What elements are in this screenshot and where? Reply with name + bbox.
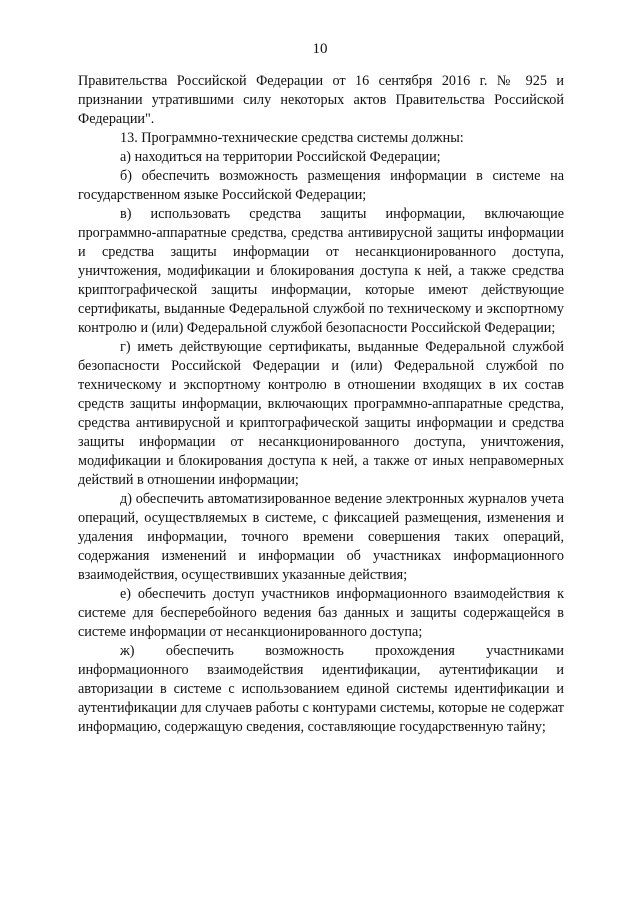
- document-body: [78, 72, 564, 737]
- paragraph-item-g: г) иметь действующие сертификаты, выданные Федеральной службой безопасности Российской Федерации и (или) Федеральной службой по техническому и экспортному контролю в отношении входящих в их состав средств защиты информации, включающих программно-аппаратные средства, средства антивирусной и криптографической защиты информации и средства защиты информации от несанкционированного доступа, уничтожения, модификации и блокирования доступа к ней, а также от иных неправомерных действий в отношении информации;: [78, 339, 564, 488]
- paragraph-item-v: в) использовать средства защиты информации, включающие программно-аппаратные средства, средства антивирусной защиты информации и средства защиты информации от несанкционированного доступа, уничтожения, модификации и блокирования доступа к ней, а также средства криптографической защиты информации, которые имеют действующие сертификаты, выданные Федеральной службой по техническому и экспортному контролю и (или) Федеральной службой безопасности Российской Федерации;: [78, 206, 564, 336]
- paragraph-item-a: а) находиться на территории Российской Федерации;: [120, 149, 441, 165]
- paragraph-item-13: 13. Программно-технические средства системы должны:: [120, 130, 464, 146]
- paragraph-item-zh: ж) обеспечить возможность прохождения участниками информационного взаимодействия идентификации, аутентификации и авторизации в системе с использованием единой системы идентификации и аутентификации для случаев работы с контурами системы, которые не содержат информацию, содержащую сведения, составляющие государственную тайну;: [78, 643, 564, 735]
- page-number: 10: [312, 41, 328, 57]
- paragraph-item-b: б) обеспечить возможность размещения информации в системе на государственном языке Российской Федерации;: [78, 168, 564, 203]
- paragraph-continuation: Правительства Российской Федерации от 16 сентября 2016 г. № 925 и признании утратившими силу некоторых актов Правительства Российской Федерации".: [78, 73, 564, 127]
- paragraph-item-e: е) обеспечить доступ участников информационного взаимодействия к системе для бесперебойного ведения баз данных и защиты содержащейся в системе информации от несанкционированного доступа;: [78, 586, 564, 640]
- paragraph-item-d: д) обеспечить автоматизированное ведение электронных журналов учета операций, осуществляемых в системе, с фиксацией размещения, изменения и удаления информации, точного времени совершения таких операций, содержания изменений и информации об участниках информационного взаимодействия, осуществивших указанные действия;: [78, 491, 564, 583]
